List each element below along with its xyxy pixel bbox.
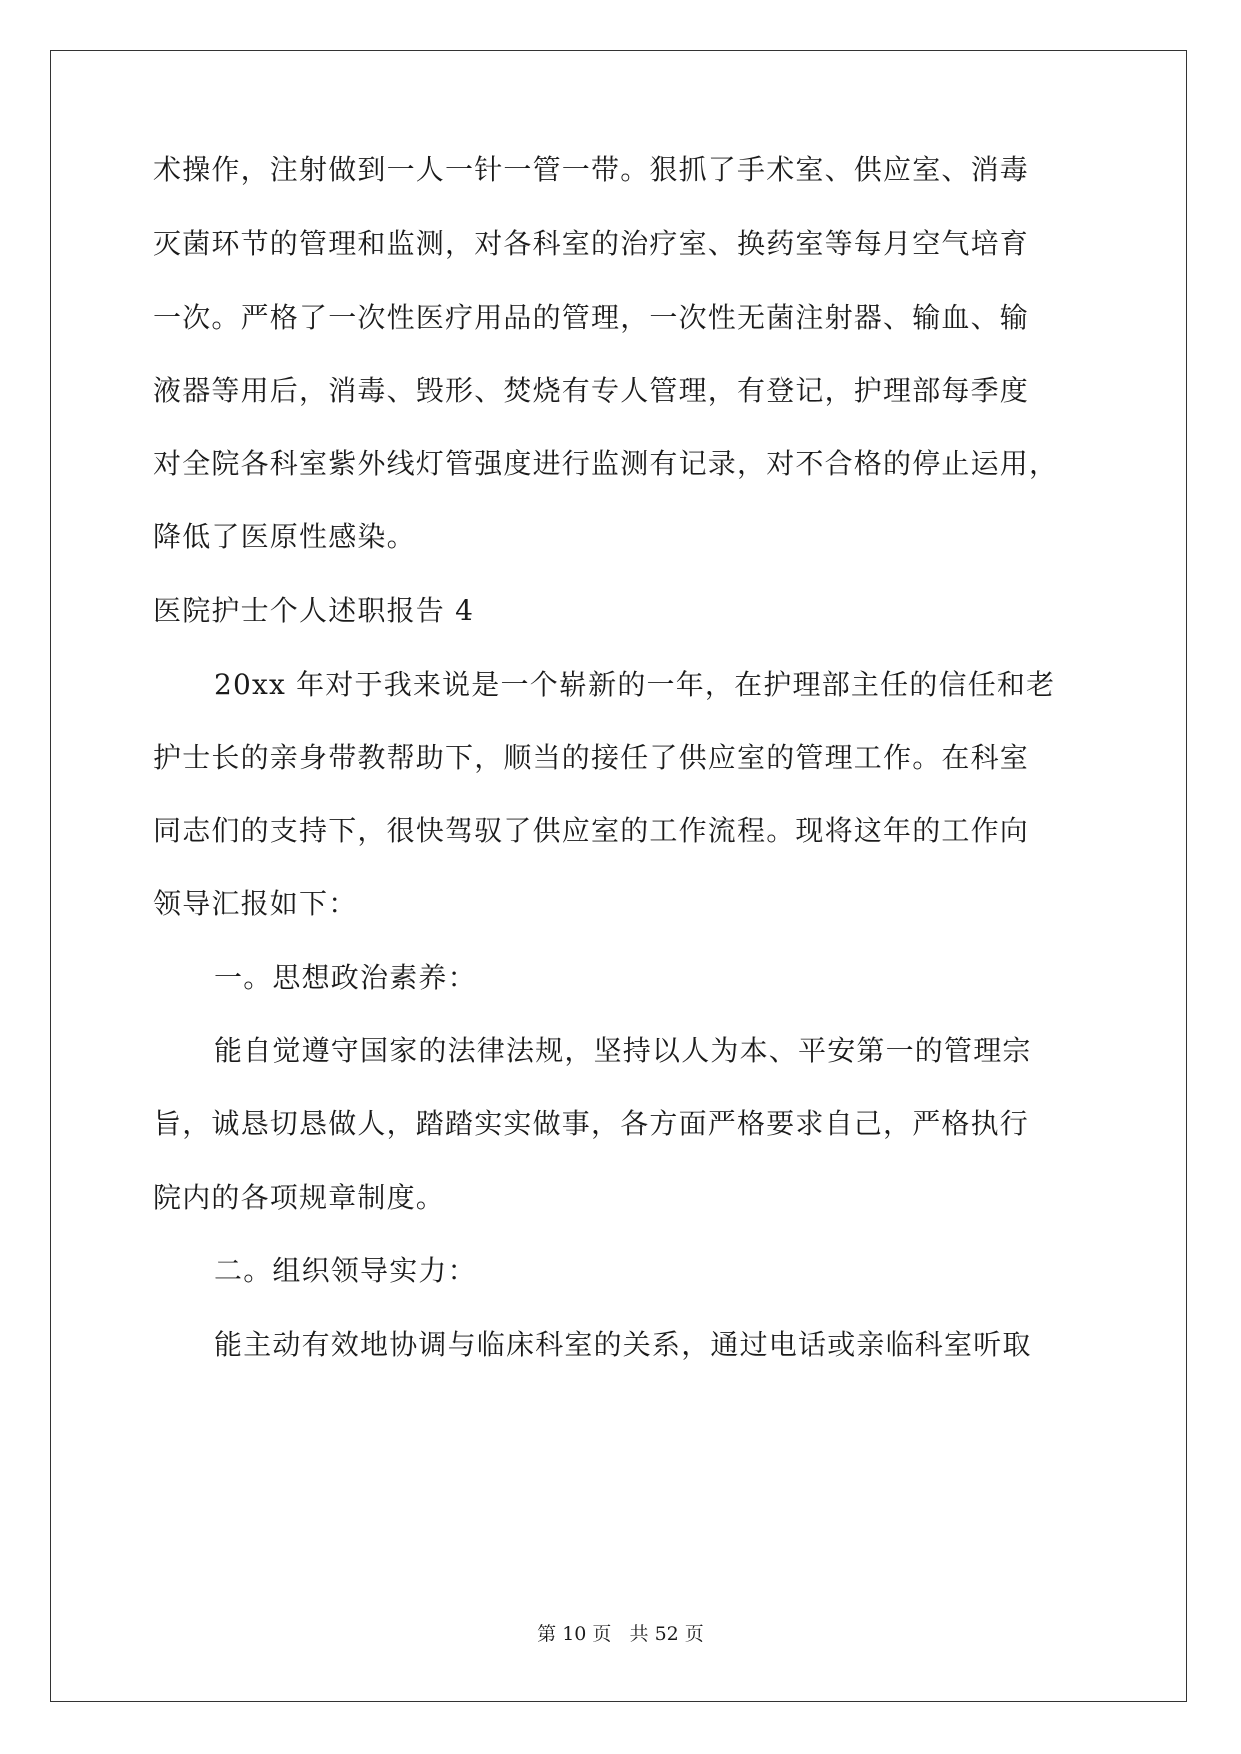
page-number-footer: 第 10 页 共 52 页 [537, 1623, 704, 1645]
subsection-heading: 一。思想政治素养： [214, 961, 477, 994]
text-line: 术操作，注射做到一人一针一管一带。狠抓了手术室、供应室、消毒 [153, 153, 1030, 186]
text-line: 降低了医原性感染。 [153, 520, 416, 553]
text-line: 领导汇报如下： [153, 887, 358, 920]
text-line: 对全院各科室紫外线灯管强度进行监测有记录，对不合格的停止运用， [153, 447, 1059, 480]
text-line: 液器等用后，消毒、毁形、焚烧有专人管理，有登记，护理部每季度 [153, 374, 1030, 407]
text-line: 院内的各项规章制度。 [153, 1181, 446, 1214]
text-line: 护士长的亲身带教帮助下，顺当的接任了供应室的管理工作。在科室 [153, 741, 1030, 774]
text-line: 一次。严格了一次性医疗用品的管理，一次性无菌注射器、输血、输 [153, 301, 1030, 334]
subsection-heading: 二。组织领导实力： [214, 1254, 477, 1287]
paragraph-start: 能自觉遵守国家的法律法规，坚持以人为本、平安第一的管理宗 [214, 1034, 1032, 1067]
text-line: 同志们的支持下，很快驾驭了供应室的工作流程。现将这年的工作向 [153, 814, 1030, 847]
text-line: 灭菌环节的管理和监测，对各科室的治疗室、换药室等每月空气培育 [153, 227, 1030, 260]
paragraph-start: 能主动有效地协调与临床科室的关系，通过电话或亲临科室听取 [214, 1328, 1032, 1361]
text-line: 旨，诚恳切恳做人，踏踏实实做事，各方面严格要求自己，严格执行 [153, 1107, 1030, 1140]
page-border [50, 50, 1187, 1702]
section-heading: 医院护士个人述职报告 4 [153, 594, 475, 627]
paragraph-start: 20xx 年对于我来说是一个崭新的一年，在护理部主任的信任和老 [214, 668, 1056, 701]
